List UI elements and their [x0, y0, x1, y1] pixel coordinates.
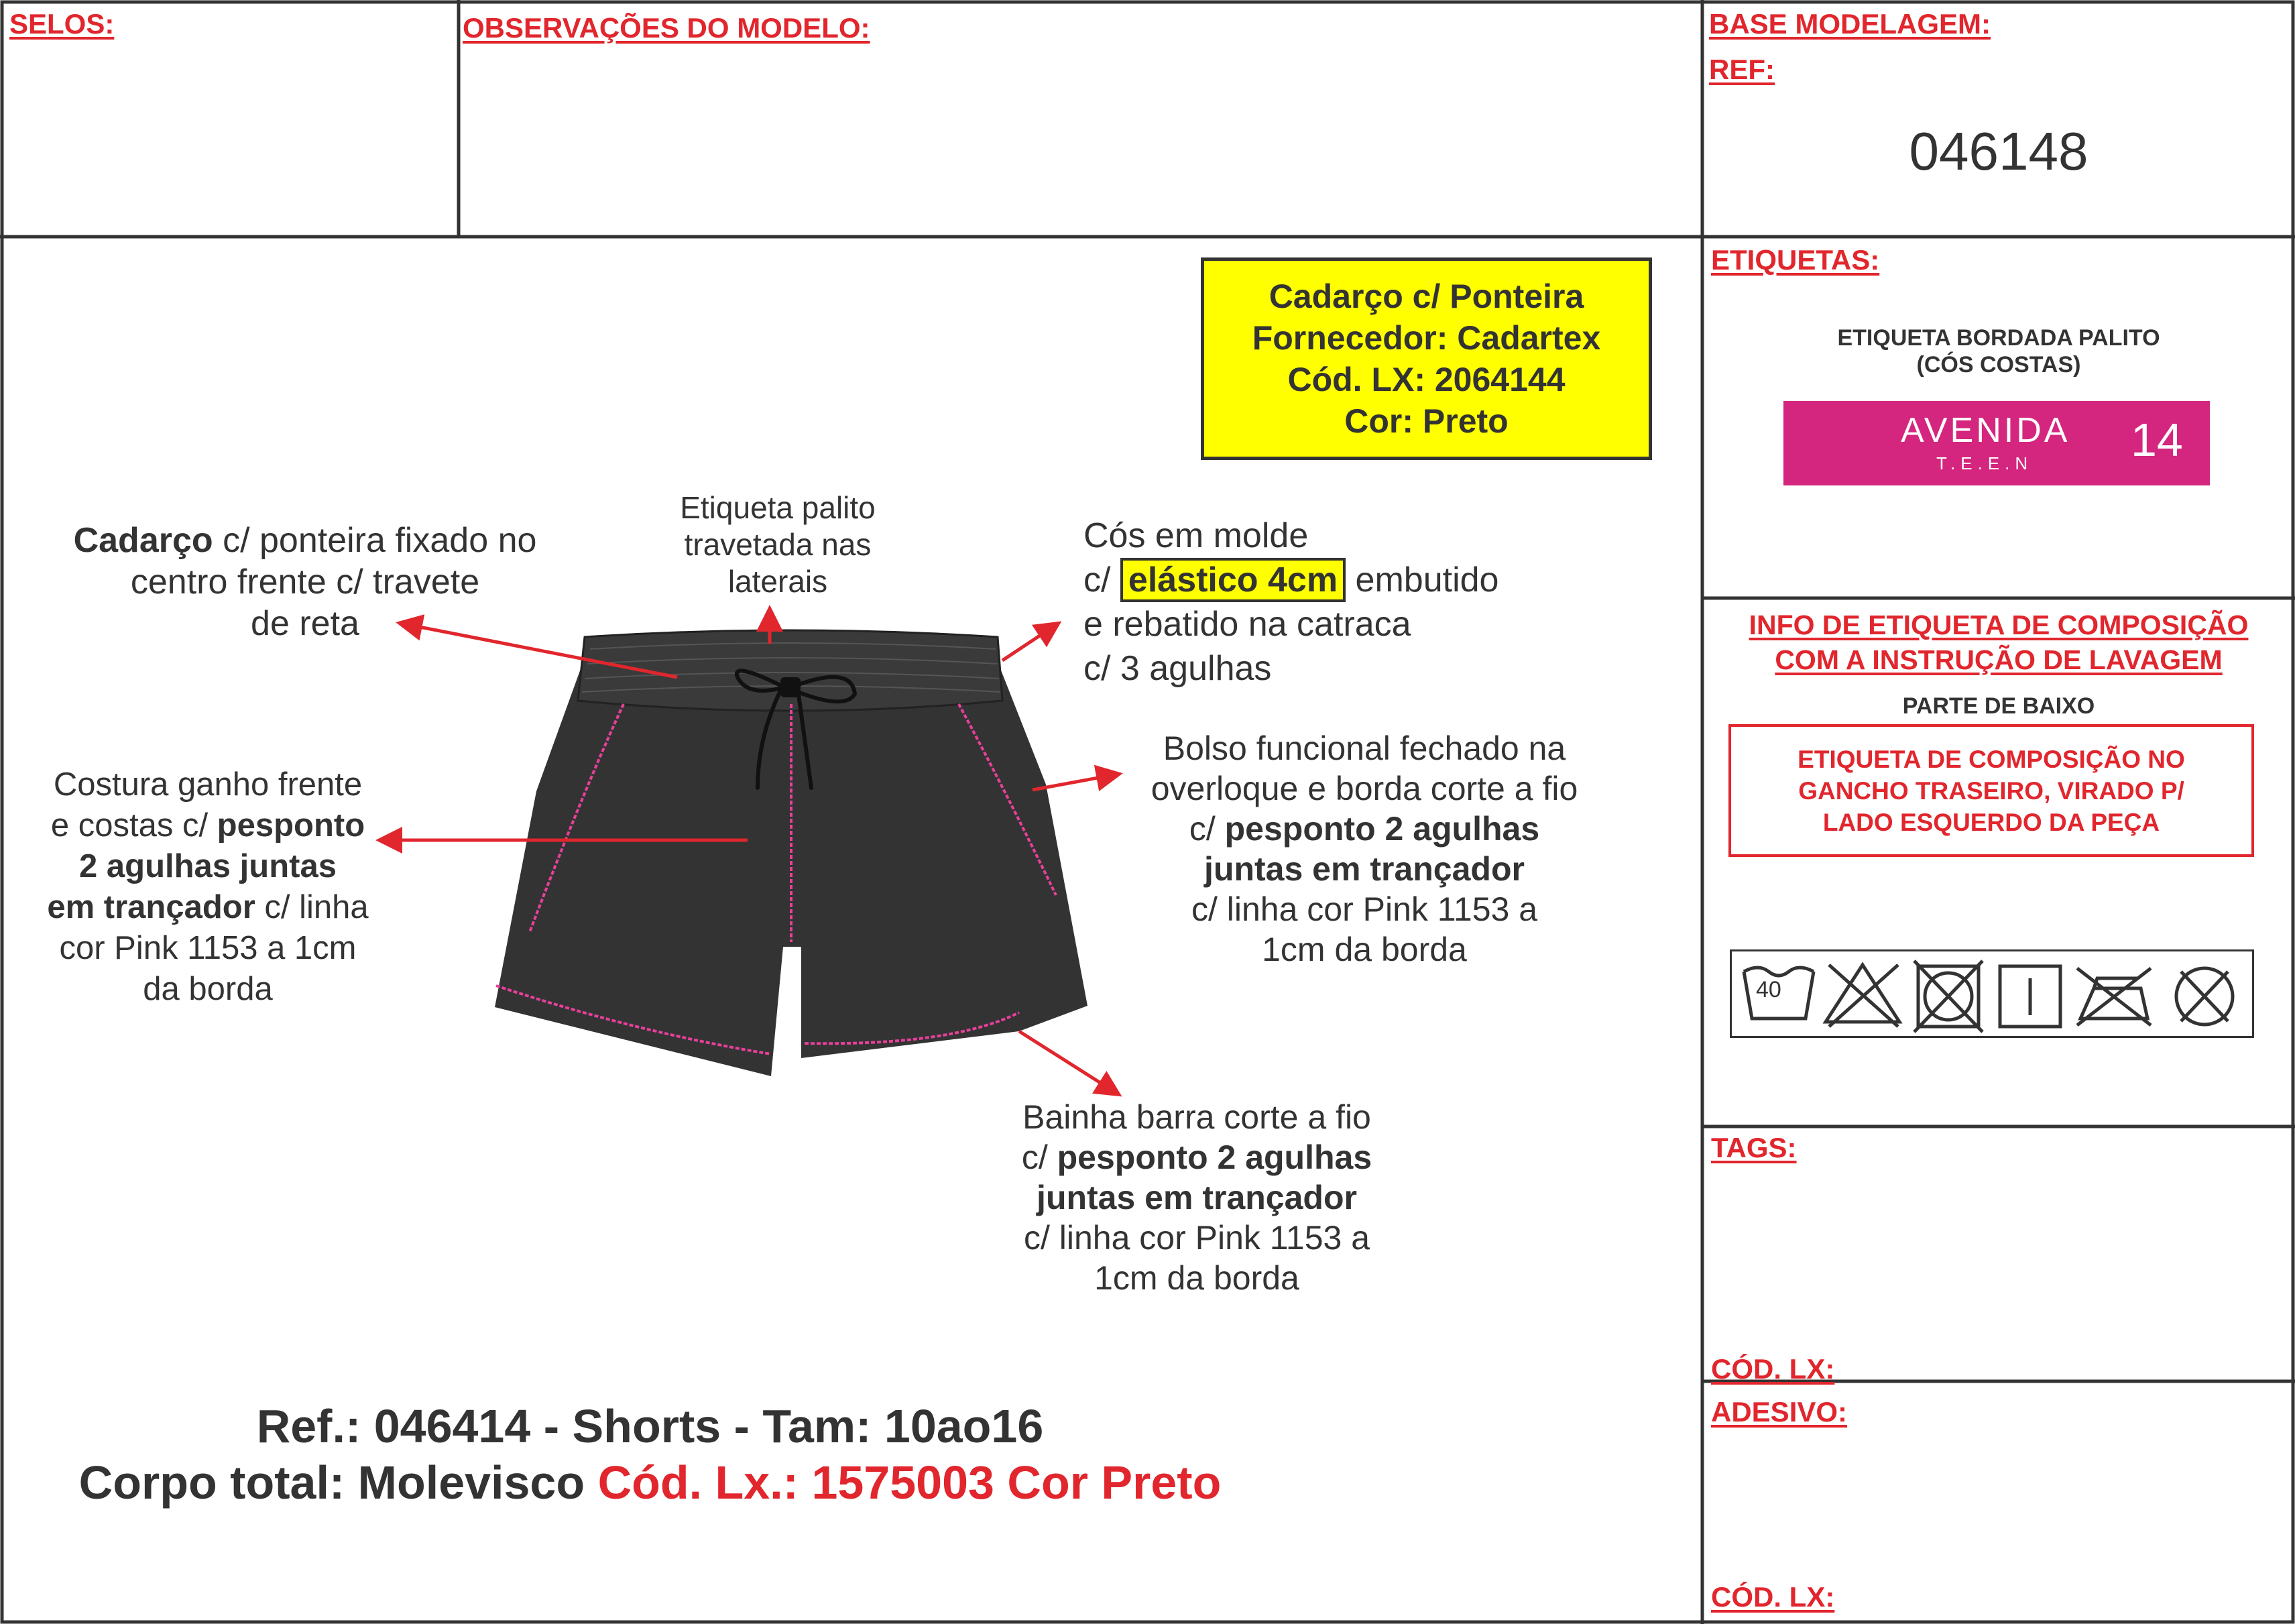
costura-line-3-bold: 2 agulhas juntas	[79, 848, 337, 884]
supplier-line-3: Cód. LX: 2064144	[1287, 361, 1566, 398]
brand-label	[1783, 401, 2210, 485]
bainha-line-2-bold: pesponto 2 agulhas	[1057, 1139, 1372, 1176]
etiqueta-desc	[1702, 325, 2295, 378]
bolso-line-5: c/ linha cor Pink 1153 a	[1191, 890, 1538, 928]
footer-line-2-red: Cód. Lx.: 1575003 Cor Preto	[597, 1456, 1222, 1509]
costura-line-2-bold: pesponto	[217, 807, 365, 844]
bolso-line-4-bold: juntas em trançador	[1204, 850, 1525, 888]
bainha-line-4: c/ linha cor Pink 1153 a	[1023, 1219, 1370, 1257]
bainha-line-2-pre: c/	[1021, 1139, 1057, 1176]
supplier-line-1: Cadarço c/ Ponteira	[1269, 278, 1584, 315]
palito-line-3: laterais	[727, 564, 828, 599]
ref-label: REF:	[1709, 54, 1775, 85]
brand-size: 14	[2131, 414, 2183, 466]
comp-line-1: ETIQUETA DE COMPOSIÇÃO NO	[1798, 745, 2185, 773]
etiquetas-label: ETIQUETAS:	[1711, 244, 1880, 276]
footer-block	[0, 1398, 1702, 1511]
bainha-line-1: Bainha barra corte a fio	[1022, 1098, 1371, 1136]
palito-line-2: travetada nas	[684, 527, 872, 562]
wash-temp: 40	[1756, 977, 1781, 1002]
base-modelagem-label: BASE MODELAGEM:	[1709, 8, 1991, 40]
info-line-2: COM A INSTRUÇÃO DE LAVAGEM	[1775, 644, 2223, 675]
wash-symbols	[1730, 949, 2254, 1038]
adesivo-cod-lx-label: CÓD. LX:	[1711, 1581, 1835, 1613]
costura-line-5: cor Pink 1153 a 1cm	[59, 930, 357, 966]
cadarco-line-1: c/ ponteira fixado no	[213, 521, 537, 560]
etiqueta-line-1: ETIQUETA BORDADA PALITO	[1837, 325, 2160, 351]
cos-line-3: e rebatido na catraca	[1083, 605, 1411, 644]
adesivo-label: ADESIVO:	[1711, 1396, 1848, 1428]
parte-baixo: PARTE DE BAIXO	[1902, 693, 2095, 719]
cos-line-4: c/ 3 agulhas	[1083, 649, 1272, 688]
footer-line-1: Ref.: 046414 - Shorts - Tam: 10ao16	[256, 1400, 1044, 1452]
costura-line-4-bold: em trançador	[47, 889, 255, 925]
supplier-line-2: Fornecedor: Cadartex	[1252, 319, 1601, 357]
bolso-line-3-pre: c/	[1189, 810, 1225, 848]
comp-line-2: GANCHO TRASEIRO, VIRADO P/	[1798, 776, 2184, 805]
ref-value: 046148	[1909, 121, 2088, 181]
composicao-box	[1728, 724, 2254, 857]
bolso-line-3-bold: pesponto 2 agulhas	[1224, 810, 1540, 848]
info-line-1: INFO DE ETIQUETA DE COMPOSIÇÃO	[1749, 610, 2249, 640]
comp-line-3: LADO ESQUERDO DA PEÇA	[1822, 808, 2160, 836]
brand-name: AVENIDA	[1901, 411, 2070, 450]
costura-line-6: da borda	[143, 971, 273, 1007]
cadarco-bold: Cadarço	[73, 521, 213, 560]
tags-label: TAGS:	[1711, 1132, 1797, 1163]
info-composicao-title	[1702, 607, 2295, 677]
selos-label: SELOS:	[9, 8, 115, 40]
elastico-highlight: elástico 4cm	[1120, 558, 1346, 602]
etiqueta-line-2: (CÓS COSTAS)	[1916, 352, 2081, 378]
palito-line-1: Etiqueta palito	[680, 490, 876, 525]
bolso-line-1: Bolso funcional fechado na	[1163, 730, 1566, 767]
bolso-line-6: 1cm da borda	[1262, 931, 1467, 968]
costura-line-2-pre: e costas c/	[50, 807, 217, 844]
brand-sub: T.E.E.N	[1936, 453, 2034, 473]
observacoes-label: OBSERVAÇÕES DO MODELO:	[463, 12, 870, 44]
supplier-line-4: Cor: Preto	[1344, 402, 1509, 440]
wash-symbols-svg	[1732, 951, 2252, 1036]
cos-line-2-pre: c/	[1083, 561, 1111, 599]
bolso-line-2: overloque e borda corte a fio	[1151, 770, 1578, 807]
cadarco-line-3: de reta	[251, 604, 359, 643]
cos-line-2-post: embutido	[1355, 561, 1499, 599]
bainha-line-5: 1cm da borda	[1094, 1259, 1299, 1297]
costura-line-1: Costura ganho frente	[53, 766, 363, 803]
cos-line-1: Cós em molde	[1083, 516, 1309, 555]
tags-cod-lx-label: CÓD. LX:	[1711, 1353, 1835, 1385]
cadarco-line-2: centro frente c/ travete	[130, 563, 480, 601]
footer-line-2-black: Corpo total: Molevisco	[78, 1456, 598, 1509]
costura-line-4-rest: c/ linha	[255, 889, 369, 925]
bainha-line-3-bold: juntas em trançador	[1037, 1179, 1357, 1216]
